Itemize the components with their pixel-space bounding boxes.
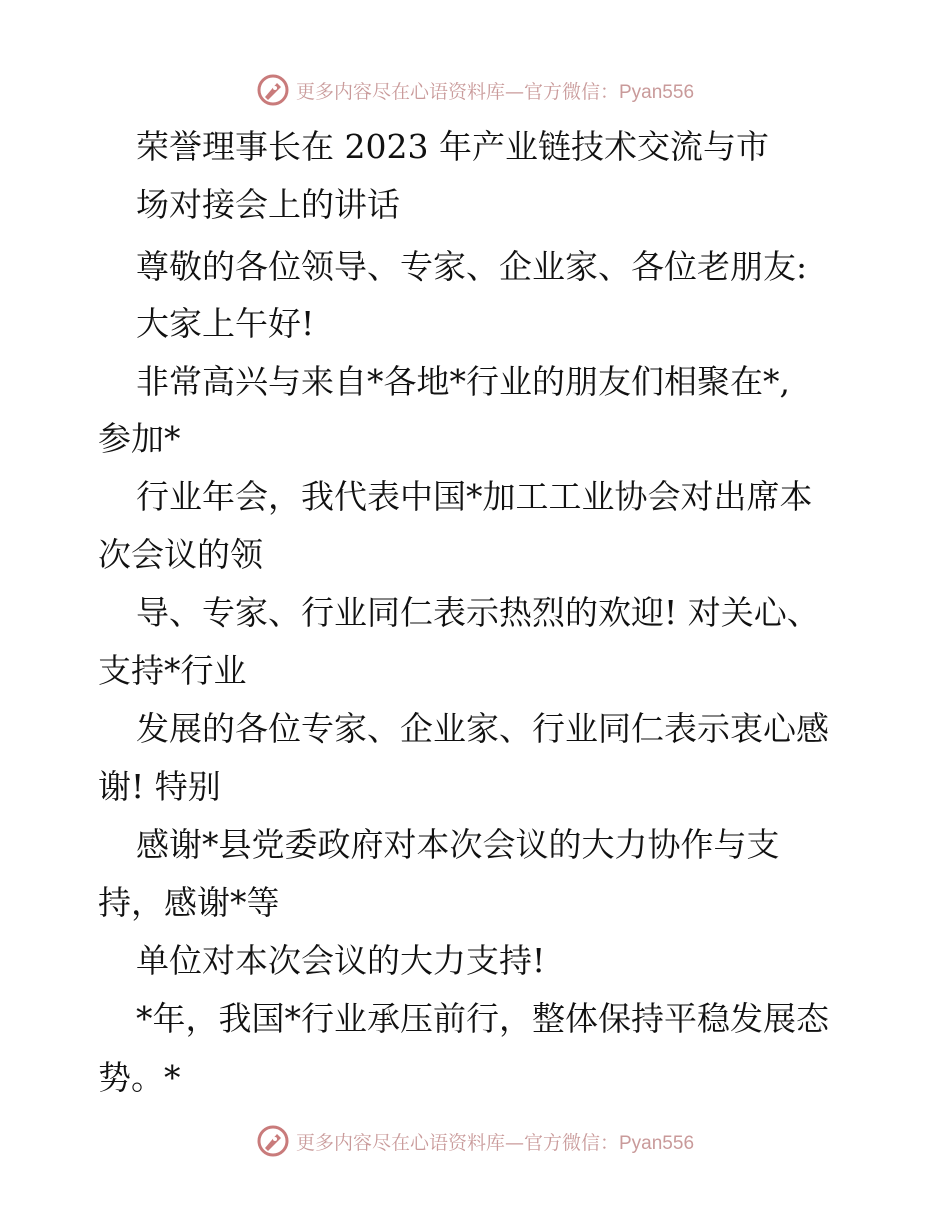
paragraph-line: *年，我国*行业承压前行，整体保持平稳发展态	[136, 999, 829, 1038]
salutation-line: 尊敬的各位领导、专家、企业家、各位老朋友:	[136, 247, 808, 286]
watermark-header	[0, 70, 950, 110]
paragraph-line: 非常高兴与来自*各地*行业的朋友们相聚在*,	[136, 362, 790, 401]
paragraph-line: 持，感谢*等	[98, 883, 280, 922]
watermark-text: 更多内容尽在心语资料库—官方微信：Pyan556	[295, 1131, 695, 1154]
paragraph-line: 导、专家、行业同仁表示热烈的欢迎! 对关心、	[136, 593, 820, 632]
paragraph-line: 行业年会，我代表中国*加工工业协会对出席本	[136, 477, 813, 516]
title-line-1: 荣誉理事长在 2023 年产业链技术交流与市	[136, 127, 769, 166]
pen-nib-circle-icon	[256, 1124, 290, 1158]
paragraph-line: 参加*	[98, 419, 181, 458]
paragraph-line: 支持*行业	[98, 651, 247, 690]
paragraph-line: 感谢*县党委政府对本次会议的大力协作与支	[136, 825, 780, 864]
watermark-footer	[0, 1121, 950, 1161]
paragraph-line: 势。*	[98, 1058, 181, 1097]
paragraph-line: 谢! 特别	[98, 767, 221, 806]
paragraph-line: 单位对本次会议的大力支持!	[136, 941, 546, 980]
watermark-text: 更多内容尽在心语资料库—官方微信：Pyan556	[295, 80, 695, 103]
pen-nib-circle-icon	[256, 73, 290, 107]
greeting-line: 大家上午好!	[136, 304, 315, 343]
title-line-2: 场对接会上的讲话	[136, 185, 400, 224]
paragraph-line: 发展的各位专家、企业家、行业同仁表示衷心感	[136, 709, 829, 748]
paragraph-line: 次会议的领	[98, 535, 263, 574]
